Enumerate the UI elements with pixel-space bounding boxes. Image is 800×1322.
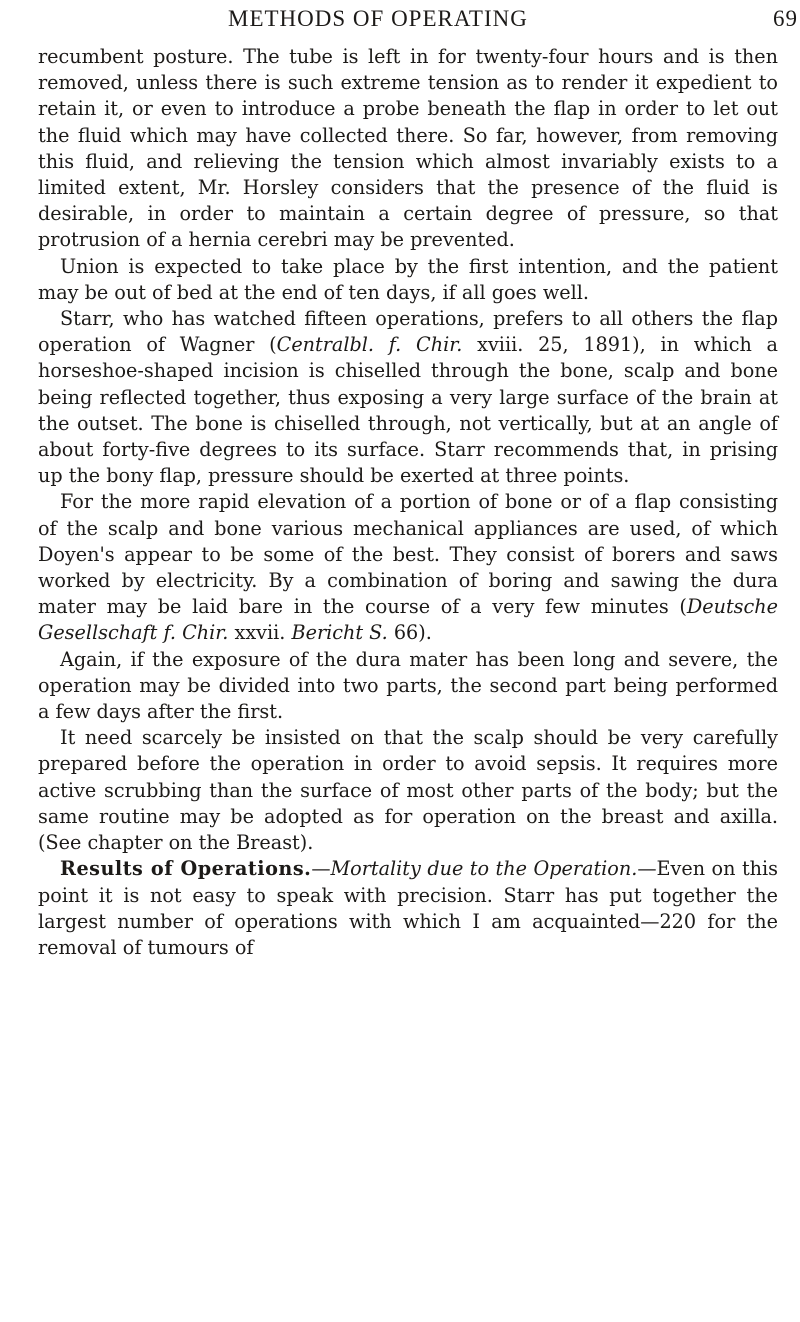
text-span: xviii. 25, 1891), in which a horseshoe-shaped incision is chiselled through the bone, scalp and bone being reflected together, thus exposing a very large surface of the brain at the outset. The bone is chiselled through, not vertically, but at an angle of about forty-five degrees to its surface. Starr recommends that, in prising up the bony flap, pressure should be exerted at three points. <box>38 333 778 488</box>
text-span: 66). <box>387 621 432 645</box>
paragraph-doyen-appliances <box>38 489 778 646</box>
text-span: —Even on this point it is not easy to speak with precision. Starr has put together the largest number of operations with which I am acquainted—220 for the removal of tumours of <box>38 857 778 959</box>
text-span: recumbent posture. The tube is left in for twenty-four hours and is then removed, unless there is such extreme tension as to render it expedient to retain it, or even to introduce a probe beneath the flap in order to let out the fluid which may have collected there. So far, however, from removing this fluid, and relieving the tension which almost invariably exists to a limited extent, Mr. Horsley considers that the presence of the fluid is desirable, in order to maintain a certain degree of pressure, so that protrusion of a hernia cerebri may be prevented. <box>38 45 778 252</box>
text-span: xxvii. <box>228 621 292 645</box>
paragraph-results <box>38 856 778 961</box>
citation-deutsche-gesellschaft: Deutsche Gesellschaft f. Chir. <box>38 595 778 645</box>
text-span: For the more rapid elevation of a portion of bone or of a flap consisting of the scalp and bone various mechanical appliances are used, of which Doyen's appear to be some of the best. They consist of borers and saws worked by electricity. By a combination of boring and sawing the dura mater may be laid bare in the course of a very few minutes ( <box>38 490 778 619</box>
text-span: Starr, who has watched fifteen operations, prefers to all others the flap operation of Wagner ( <box>38 307 778 357</box>
paragraph-starr-wagner <box>38 306 778 489</box>
subheading-mortality: Mortality due to the Operation. <box>330 857 638 881</box>
running-header <box>0 6 800 46</box>
text-span: Again, if the exposure of the dura mater has been long and severe, the operation may be divided into two parts, the second part being performed a few days after the first. <box>38 647 778 724</box>
section-heading-results: Results of Operations. <box>60 857 312 881</box>
running-title: METHODS OF OPERATING <box>228 6 528 31</box>
citation-bericht: Bericht S. <box>291 621 388 645</box>
text-span: — <box>311 857 331 881</box>
text-span: Union is expected to take place by the first intention, and the patient may be out of bed at the end of ten days, if all goes well. <box>38 254 778 304</box>
paragraph-tube-removal <box>38 44 778 254</box>
body-text <box>38 44 778 961</box>
paragraph-scalp-preparation <box>38 725 778 856</box>
paragraph-dura-exposure <box>38 647 778 726</box>
text-span: It need scarcely be insisted on that the scalp should be very carefully prepared before the operation in order to avoid sepsis. It requires more active scrubbing than the surface of most other parts of the body; but the same routine may be adopted as for operation on the breast and axilla. (See chapter on the Breast). <box>38 726 778 855</box>
paragraph-union <box>38 254 778 306</box>
citation-centralbl: Centralbl. f. Chir. <box>276 333 463 357</box>
page-number: 69 <box>773 6 798 31</box>
